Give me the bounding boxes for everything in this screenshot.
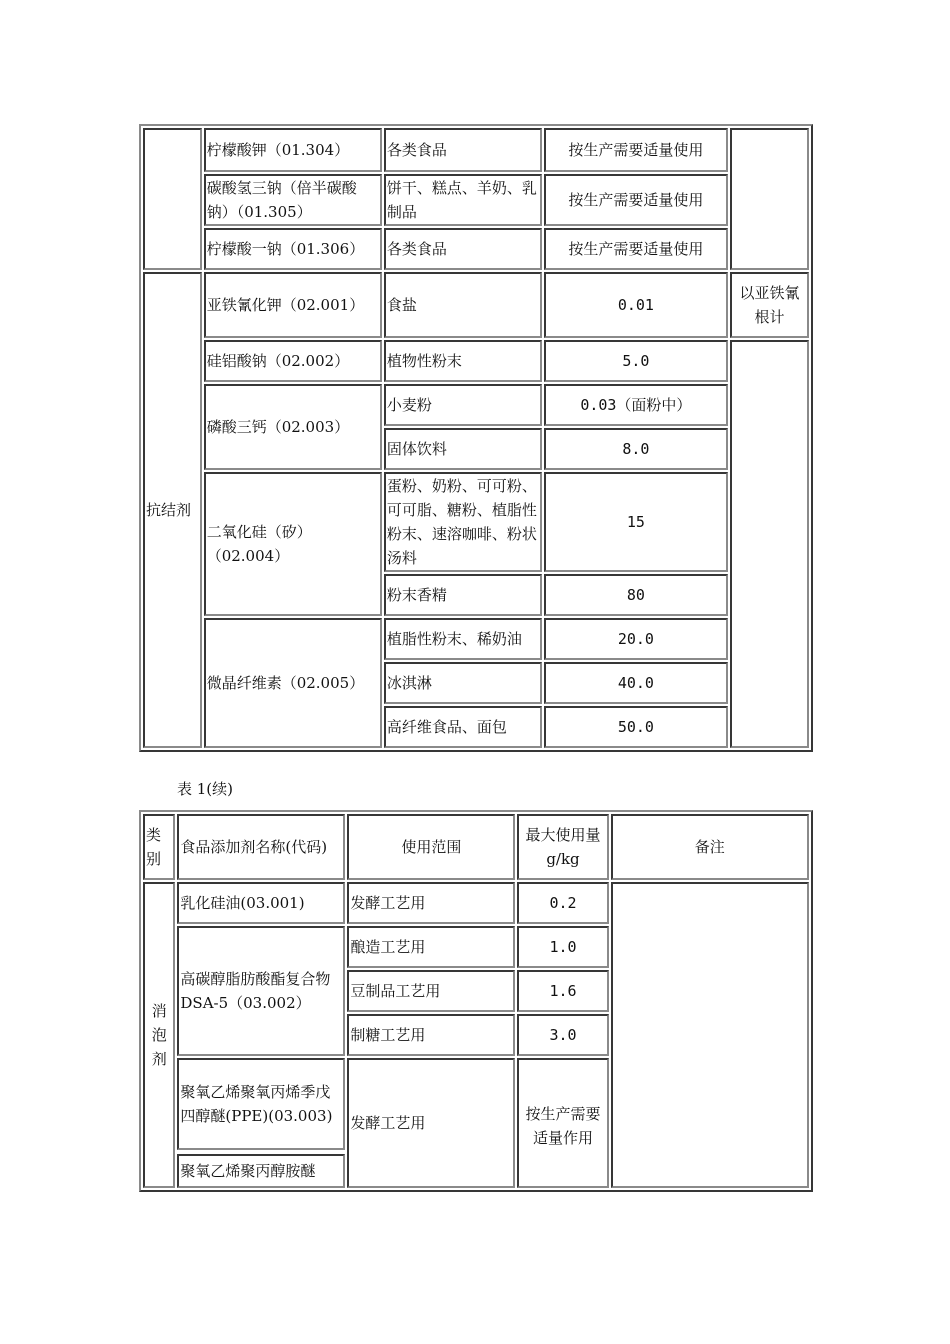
additive-name-cell: 聚氧乙烯聚丙醇胺醚	[177, 1154, 345, 1188]
max-amount-cell: 按生产需要适量使用	[544, 174, 728, 226]
usage-scope-cell: 粉末香精	[384, 574, 542, 616]
usage-scope-cell: 各类食品	[384, 228, 542, 270]
table-row	[143, 174, 809, 226]
additive-name-cell: 乳化硅油(03.001)	[177, 882, 345, 924]
additive-name-cell: 柠檬酸钾（01.304）	[204, 128, 382, 172]
usage-scope-cell: 固体饮料	[384, 428, 542, 470]
max-amount-cell: 5.0	[544, 340, 728, 382]
usage-scope-cell: 发酵工艺用	[347, 1058, 515, 1188]
note-cell-empty	[730, 128, 809, 270]
header-max-amount: 最大使用量g/kg	[517, 814, 608, 880]
usage-scope-cell: 植物性粉末	[384, 340, 542, 382]
usage-scope-cell: 酿造工艺用	[347, 926, 515, 968]
table-row	[143, 384, 809, 426]
additive-name-cell: 聚氧乙烯聚氧丙烯季戊四醇醚(PPE)(03.003)	[177, 1058, 345, 1150]
table-row	[143, 472, 809, 572]
usage-scope-cell: 饼干、糕点、羊奶、乳制品	[384, 174, 542, 226]
additive-name-cell: 碳酸氢三钠（倍半碳酸钠）（01.305）	[204, 174, 382, 226]
note-cell: 以亚铁氰根计	[730, 272, 809, 338]
max-amount-cell: 1.0	[517, 926, 608, 968]
usage-scope-cell: 制糖工艺用	[347, 1014, 515, 1056]
max-amount-cell: 按生产需要适量使用	[544, 128, 728, 172]
usage-scope-cell: 植脂性粉末、稀奶油	[384, 618, 542, 660]
category-cell: 抗结剂	[143, 272, 202, 748]
table-row	[143, 340, 809, 382]
max-amount-cell: 按生产需要适量作用	[517, 1058, 608, 1188]
max-amount-cell: 按生产需要适量使用	[544, 228, 728, 270]
header-additive-name: 食品添加剂名称(代码)	[177, 814, 345, 880]
additive-table-part2	[139, 810, 813, 1192]
max-amount-cell: 8.0	[544, 428, 728, 470]
note-cell-empty	[730, 340, 809, 748]
table-row	[143, 272, 809, 338]
usage-scope-cell: 各类食品	[384, 128, 542, 172]
header-usage-scope: 使用范围	[347, 814, 515, 880]
category-cell: 消泡剂	[143, 882, 175, 1188]
table-caption: 表 1(续)	[177, 780, 234, 798]
table-row	[143, 618, 809, 660]
max-amount-cell: 80	[544, 574, 728, 616]
max-amount-cell: 3.0	[517, 1014, 608, 1056]
usage-scope-cell: 高纤维食品、面包	[384, 706, 542, 748]
additive-name-cell: 柠檬酸一钠（01.306）	[204, 228, 382, 270]
usage-scope-cell: 发酵工艺用	[347, 882, 515, 924]
usage-scope-cell: 蛋粉、奶粉、可可粉、可可脂、糖粉、植脂性粉末、速溶咖啡、粉状汤料	[384, 472, 542, 572]
additive-name-cell: 高碳醇脂肪酸酯复合物DSA-5（03.002）	[177, 926, 345, 1056]
additive-name-cell: 硅铝酸钠（02.002）	[204, 340, 382, 382]
max-amount-cell: 40.0	[544, 662, 728, 704]
header-category: 类别	[143, 814, 175, 880]
additive-name-cell: 磷酸三钙（02.003）	[204, 384, 382, 470]
usage-scope-cell: 冰淇淋	[384, 662, 542, 704]
table-row	[143, 128, 809, 172]
max-amount-cell: 15	[544, 472, 728, 572]
category-cell-empty	[143, 128, 202, 270]
max-amount-cell: 50.0	[544, 706, 728, 748]
max-amount-cell: 20.0	[544, 618, 728, 660]
additive-name-cell: 二氧化硅（矽）（02.004）	[204, 472, 382, 616]
table-row	[143, 882, 809, 924]
header-note: 备注	[611, 814, 809, 880]
usage-scope-cell: 小麦粉	[384, 384, 542, 426]
additive-name-cell: 亚铁氰化钾（02.001）	[204, 272, 382, 338]
table-row	[143, 228, 809, 270]
usage-scope-cell: 豆制品工艺用	[347, 970, 515, 1012]
max-amount-cell: 1.6	[517, 970, 608, 1012]
max-amount-cell: 0.03（面粉中）	[544, 384, 728, 426]
additive-table-part1	[139, 124, 813, 752]
note-cell-empty	[611, 882, 809, 1188]
table-header-row	[143, 814, 809, 880]
usage-scope-cell: 食盐	[384, 272, 542, 338]
max-amount-cell: 0.01	[544, 272, 728, 338]
additive-name-cell: 微晶纤维素（02.005）	[204, 618, 382, 748]
max-amount-cell: 0.2	[517, 882, 608, 924]
